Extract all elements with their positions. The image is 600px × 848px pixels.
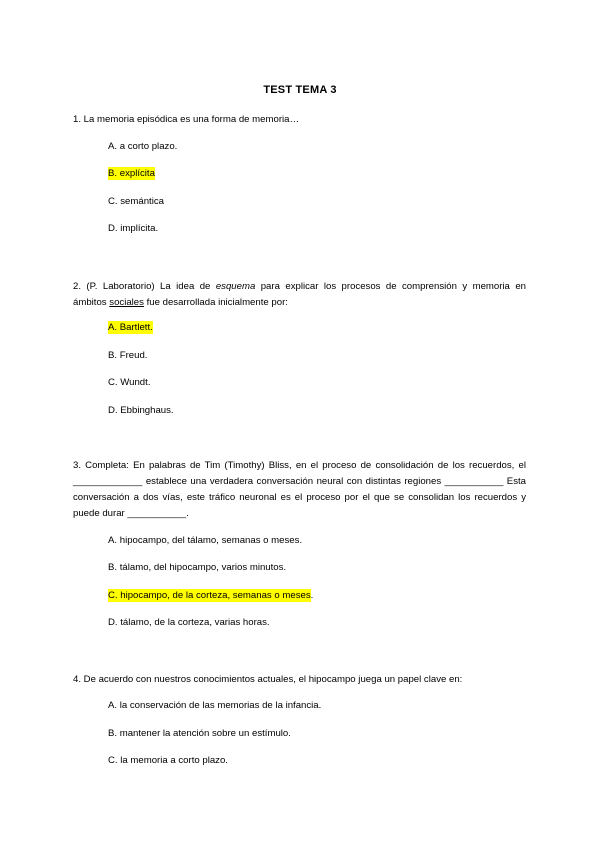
question-1-option-c: C. semántica [108, 196, 164, 207]
question-3-line-3: conversación a dos vías, este tráfico neuronal es el proceso por el que se consolidan los recuerdos y [73, 492, 526, 503]
question-2-line-1 [73, 279, 526, 295]
question-2-option-d: D. Ebbinghaus. [108, 405, 174, 416]
question-4-text: 4. De acuerdo con nuestros conocimientos actuales, el hipocampo juega un papel clave en: [73, 674, 463, 685]
question-3-line-2: _____________ establece una verdadera conversación neural con distintas regiones ___________ Esta [73, 476, 526, 487]
question-2-line-2 [73, 295, 526, 311]
page-title: TEST TEMA 3 [263, 84, 337, 96]
emphasized-word: esquema [215, 281, 256, 292]
text-run: 2. (P. Laboratorio) La idea de [73, 281, 216, 292]
underlined-word: sociales [109, 297, 144, 308]
highlighted-answer: B. explícita [108, 168, 155, 179]
question-2-option-c: C. Wundt. [108, 377, 151, 388]
question-3-option-a: A. hipocampo, del tálamo, semanas o meses. [108, 535, 303, 546]
text-run: . [310, 590, 314, 601]
question-1-option-d: D. implícita. [108, 223, 159, 234]
text-run: para explicar los procesos de comprensión y memoria en [255, 281, 526, 292]
question-3-line-1: 3. Completa: En palabras de Tim (Timothy) Bliss, en el proceso de consolidación de los recuerdos, el [73, 460, 526, 471]
question-3-text [73, 458, 526, 522]
question-2-text [73, 279, 526, 311]
question-2-option-a [108, 321, 153, 335]
question-2-option-b: B. Freud. [108, 350, 148, 361]
question-1-option-a: A. a corto plazo. [108, 141, 178, 152]
highlighted-answer: C. hipocampo, de la corteza, semanas o meses [108, 590, 311, 601]
question-1-text: 1. La memoria episódica es una forma de memoria… [73, 114, 300, 125]
question-4-option-c: C. la memoria a corto plazo. [108, 755, 228, 766]
question-3-line-4: puede durar ___________. [73, 508, 189, 519]
question-4-option-b: B. mantener la atención sobre un estímulo. [108, 728, 291, 739]
question-3-option-d: D. tálamo, de la corteza, varias horas. [108, 617, 270, 628]
question-3-option-b: B. tálamo, del hipocampo, varios minutos. [108, 562, 287, 573]
text-run: ámbitos [73, 297, 110, 308]
highlighted-answer: A. Bartlett. [108, 322, 153, 333]
question-1-option-b [108, 167, 155, 181]
question-3-option-c [108, 589, 313, 603]
question-4-option-a: A. la conservación de las memorias de la infancia. [108, 700, 322, 711]
text-run: fue desarrollada inicialmente por: [143, 297, 288, 308]
